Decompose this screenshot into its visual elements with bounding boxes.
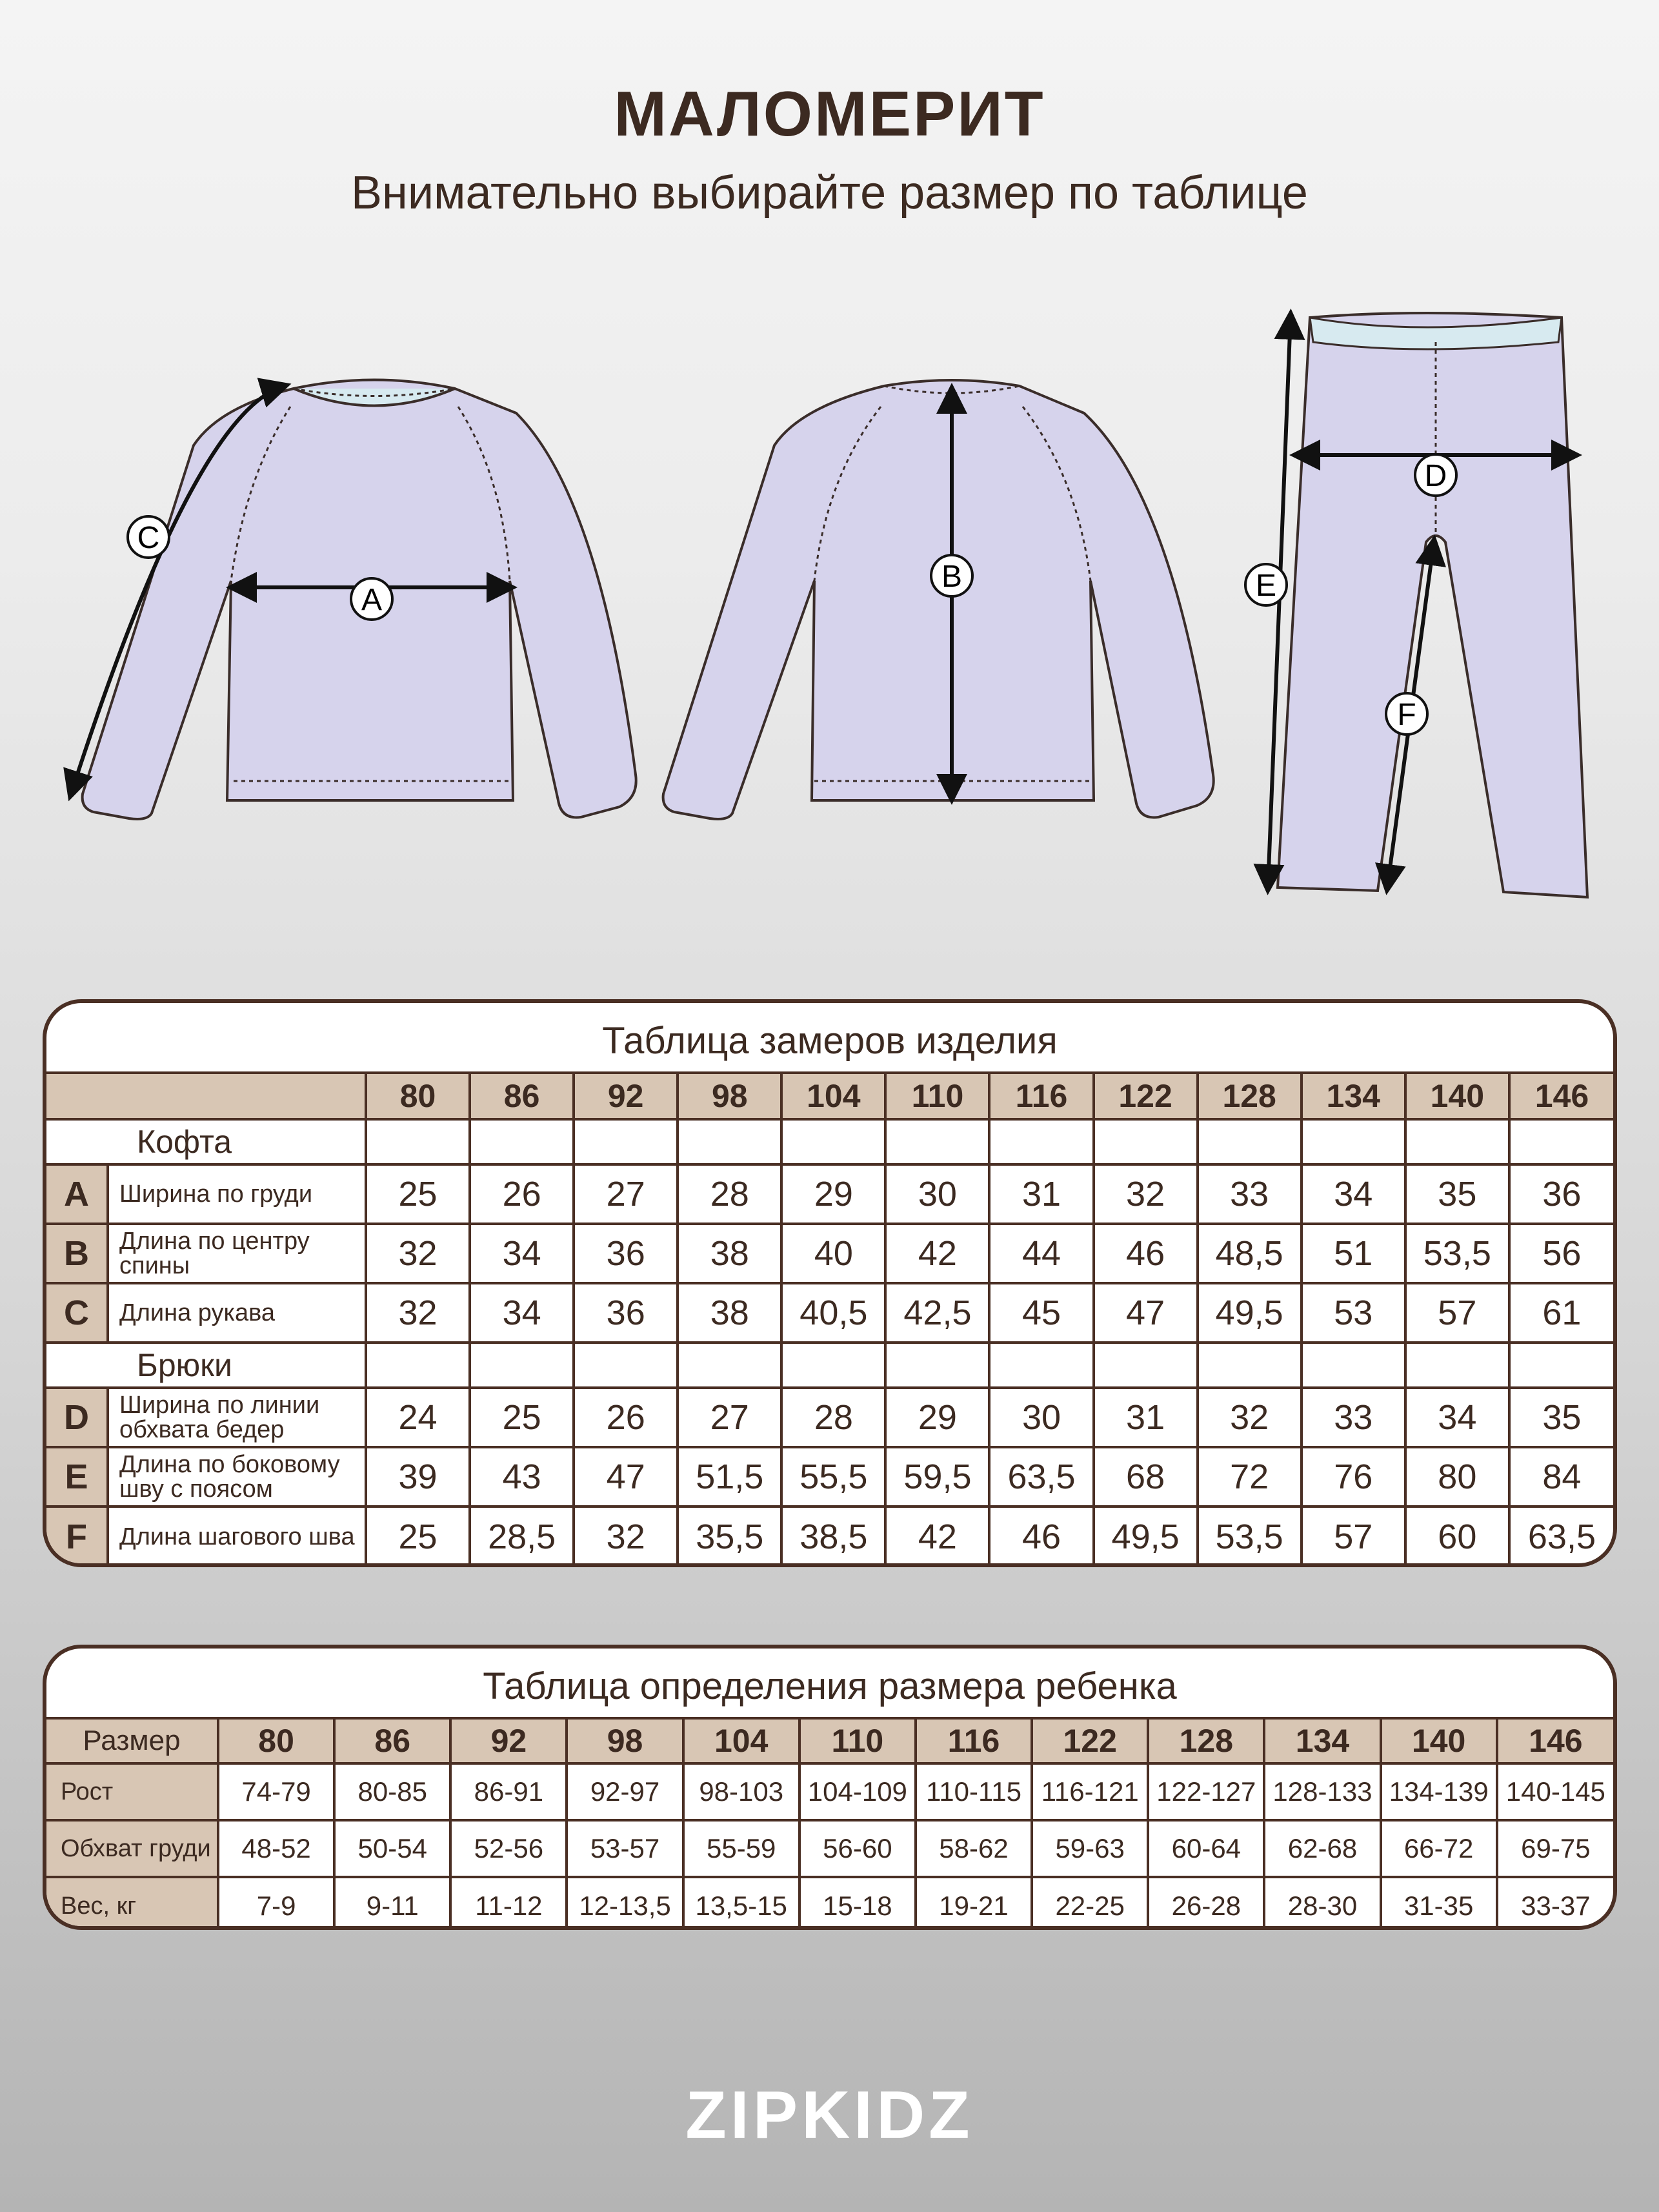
cell: 49,5 <box>1198 1283 1302 1343</box>
cell: 55-59 <box>683 1820 799 1877</box>
measure-table-panel <box>43 999 1617 1567</box>
brand-logo: ZIPKIDZ <box>685 2078 974 2153</box>
cell: 36 <box>574 1283 678 1343</box>
cell: 31 <box>989 1164 1093 1224</box>
row-letter: D <box>46 1388 108 1447</box>
cell: 63,5 <box>989 1447 1093 1507</box>
row-letter: B <box>46 1224 108 1283</box>
section-title-pants: Брюки <box>46 1343 366 1388</box>
measure-row-a <box>46 1164 1613 1224</box>
cell: 68 <box>1094 1447 1198 1507</box>
page-subtitle: Внимательно выбирайте размер по таблице <box>351 167 1308 219</box>
page-title: МАЛОМЕРИТ <box>614 78 1045 149</box>
child-header-row <box>46 1720 1613 1763</box>
marker-f: F <box>1397 698 1416 732</box>
cell: 27 <box>574 1164 678 1224</box>
cell: 33 <box>1302 1388 1405 1447</box>
cell: 59,5 <box>885 1447 989 1507</box>
cell: 26 <box>470 1164 574 1224</box>
cell: 86-91 <box>450 1763 567 1820</box>
cell: 24 <box>366 1388 470 1447</box>
cell: 31-35 <box>1381 1877 1497 1930</box>
cell: 80-85 <box>334 1763 450 1820</box>
cell: 28,5 <box>470 1507 574 1566</box>
cell: 7-9 <box>218 1877 334 1930</box>
cell: 25 <box>366 1507 470 1566</box>
size-header: 80 <box>366 1074 470 1119</box>
cell: 48-52 <box>218 1820 334 1877</box>
size-header: 92 <box>450 1720 567 1763</box>
cell: 15-18 <box>799 1877 916 1930</box>
size-header: 98 <box>567 1720 683 1763</box>
cell: 32 <box>1198 1388 1302 1447</box>
measure-row-f <box>46 1507 1613 1566</box>
cell: 48,5 <box>1198 1224 1302 1283</box>
cell: 34 <box>1405 1388 1509 1447</box>
section-title-top: Кофта <box>46 1119 366 1164</box>
cell: 84 <box>1509 1447 1613 1507</box>
child-row-height <box>46 1763 1613 1820</box>
cell: 56-60 <box>799 1820 916 1877</box>
cell: 56 <box>1509 1224 1613 1283</box>
cell: 51 <box>1302 1224 1405 1283</box>
cell: 11-12 <box>450 1877 567 1930</box>
size-header: 110 <box>885 1074 989 1119</box>
measure-header-row <box>46 1074 1613 1119</box>
cell: 140-145 <box>1497 1763 1613 1820</box>
cell: 51,5 <box>678 1447 781 1507</box>
child-size-panel <box>43 1645 1617 1930</box>
size-header: 122 <box>1094 1074 1198 1119</box>
cell: 30 <box>989 1388 1093 1447</box>
size-header: 104 <box>781 1074 885 1119</box>
cell: 76 <box>1302 1447 1405 1507</box>
cell: 55,5 <box>781 1447 885 1507</box>
cell: 39 <box>366 1447 470 1507</box>
cell: 128-133 <box>1264 1763 1380 1820</box>
cell: 22-25 <box>1032 1877 1148 1930</box>
cell: 32 <box>574 1507 678 1566</box>
size-header: 98 <box>678 1074 781 1119</box>
size-header: 122 <box>1032 1720 1148 1763</box>
row-letter: C <box>46 1283 108 1343</box>
cell: 60 <box>1405 1507 1509 1566</box>
cell: 53 <box>1302 1283 1405 1343</box>
cell: 47 <box>574 1447 678 1507</box>
size-header: 140 <box>1405 1074 1509 1119</box>
cell: 42,5 <box>885 1283 989 1343</box>
cell: 92-97 <box>567 1763 683 1820</box>
cell: 62-68 <box>1264 1820 1380 1877</box>
size-header: 80 <box>218 1720 334 1763</box>
cell: 32 <box>1094 1164 1198 1224</box>
cell: 53-57 <box>567 1820 683 1877</box>
cell: 46 <box>989 1507 1093 1566</box>
child-size-table <box>46 1720 1613 1930</box>
row-label: Длина по центру спины <box>108 1224 366 1283</box>
cell: 47 <box>1094 1283 1198 1343</box>
cell: 45 <box>989 1283 1093 1343</box>
section-row <box>46 1343 1613 1388</box>
row-label: Рост <box>46 1763 218 1820</box>
cell: 38 <box>678 1283 781 1343</box>
cell: 36 <box>1509 1164 1613 1224</box>
cell: 98-103 <box>683 1763 799 1820</box>
cell: 33-37 <box>1497 1877 1613 1930</box>
cell: 9-11 <box>334 1877 450 1930</box>
size-header: 86 <box>470 1074 574 1119</box>
cell: 72 <box>1198 1447 1302 1507</box>
size-header: 134 <box>1302 1074 1405 1119</box>
cell: 26-28 <box>1148 1877 1264 1930</box>
cell: 38 <box>678 1224 781 1283</box>
cell: 40,5 <box>781 1283 885 1343</box>
cell: 80 <box>1405 1447 1509 1507</box>
row-label: Ширина по линии обхвата бедер <box>108 1388 366 1447</box>
cell: 32 <box>366 1283 470 1343</box>
row-label: Обхват груди <box>46 1820 218 1877</box>
cell: 122-127 <box>1148 1763 1264 1820</box>
cell: 35 <box>1405 1164 1509 1224</box>
cell: 69-75 <box>1497 1820 1613 1877</box>
cell: 58-62 <box>916 1820 1032 1877</box>
cell: 35 <box>1509 1388 1613 1447</box>
cell: 46 <box>1094 1224 1198 1283</box>
cell: 110-115 <box>916 1763 1032 1820</box>
cell: 53,5 <box>1198 1507 1302 1566</box>
cell: 26 <box>574 1388 678 1447</box>
cell: 44 <box>989 1224 1093 1283</box>
cell: 27 <box>678 1388 781 1447</box>
cell: 38,5 <box>781 1507 885 1566</box>
cell: 60-64 <box>1148 1820 1264 1877</box>
cell: 35,5 <box>678 1507 781 1566</box>
cell: 12-13,5 <box>567 1877 683 1930</box>
cell: 66-72 <box>1381 1820 1497 1877</box>
marker-a: A <box>361 583 383 617</box>
cell: 29 <box>781 1164 885 1224</box>
cell: 57 <box>1405 1283 1509 1343</box>
child-row-chest <box>46 1820 1613 1877</box>
cell: 59-63 <box>1032 1820 1148 1877</box>
cell: 25 <box>366 1164 470 1224</box>
measure-row-d <box>46 1388 1613 1447</box>
cell: 36 <box>574 1224 678 1283</box>
cell: 19-21 <box>916 1877 1032 1930</box>
marker-e: E <box>1255 569 1277 603</box>
size-header: 128 <box>1198 1074 1302 1119</box>
cell: 33 <box>1198 1164 1302 1224</box>
cell: 104-109 <box>799 1763 916 1820</box>
row-label: Ширина по груди <box>108 1164 366 1224</box>
measure-table-title: Таблица замеров изделия <box>46 1003 1613 1074</box>
child-table-title: Таблица определения размера ребенка <box>46 1649 1613 1720</box>
cell: 29 <box>885 1388 989 1447</box>
cell: 25 <box>470 1388 574 1447</box>
cell: 34 <box>1302 1164 1405 1224</box>
cell: 28 <box>781 1388 885 1447</box>
cell: 32 <box>366 1224 470 1283</box>
size-header: 86 <box>334 1720 450 1763</box>
row-letter: A <box>46 1164 108 1224</box>
marker-d: D <box>1424 459 1447 493</box>
cell: 34 <box>470 1224 574 1283</box>
cell: 42 <box>885 1224 989 1283</box>
size-header: 134 <box>1264 1720 1380 1763</box>
cell: 30 <box>885 1164 989 1224</box>
back-shirt <box>663 380 1214 819</box>
size-header: 146 <box>1509 1074 1613 1119</box>
child-row-weight <box>46 1877 1613 1930</box>
cell: 42 <box>885 1507 989 1566</box>
cell: 50-54 <box>334 1820 450 1877</box>
row-letter: E <box>46 1447 108 1507</box>
measure-header-corner <box>46 1074 366 1119</box>
size-header: 140 <box>1381 1720 1497 1763</box>
marker-c: C <box>137 521 160 555</box>
measure-row-c <box>46 1283 1613 1343</box>
cell: 53,5 <box>1405 1224 1509 1283</box>
cell: 43 <box>470 1447 574 1507</box>
garment-diagram <box>0 284 1659 917</box>
size-header: 116 <box>916 1720 1032 1763</box>
cell: 57 <box>1302 1507 1405 1566</box>
measure-row-e <box>46 1447 1613 1507</box>
cell: 52-56 <box>450 1820 567 1877</box>
cell: 34 <box>470 1283 574 1343</box>
cell: 31 <box>1094 1388 1198 1447</box>
cell: 13,5-15 <box>683 1877 799 1930</box>
size-header: 110 <box>799 1720 916 1763</box>
row-label: Вес, кг <box>46 1877 218 1930</box>
cell: 61 <box>1509 1283 1613 1343</box>
size-corner-label: Размер <box>46 1720 218 1763</box>
size-header: 104 <box>683 1720 799 1763</box>
pants <box>1278 313 1587 897</box>
cell: 28-30 <box>1264 1877 1380 1930</box>
measure-row-b <box>46 1224 1613 1283</box>
size-header: 146 <box>1497 1720 1613 1763</box>
row-label: Длина рукава <box>108 1283 366 1343</box>
size-header: 128 <box>1148 1720 1264 1763</box>
measure-table <box>46 1074 1613 1566</box>
row-label: Длина шагового шва <box>108 1507 366 1566</box>
row-label: Длина по боковому шву с поясом <box>108 1447 366 1507</box>
row-letter: F <box>46 1507 108 1566</box>
cell: 134-139 <box>1381 1763 1497 1820</box>
cell: 49,5 <box>1094 1507 1198 1566</box>
cell: 40 <box>781 1224 885 1283</box>
cell: 74-79 <box>218 1763 334 1820</box>
cell: 63,5 <box>1509 1507 1613 1566</box>
cell: 116-121 <box>1032 1763 1148 1820</box>
marker-b: B <box>941 560 963 594</box>
size-header: 92 <box>574 1074 678 1119</box>
section-row <box>46 1119 1613 1164</box>
cell: 28 <box>678 1164 781 1224</box>
size-header: 116 <box>989 1074 1093 1119</box>
